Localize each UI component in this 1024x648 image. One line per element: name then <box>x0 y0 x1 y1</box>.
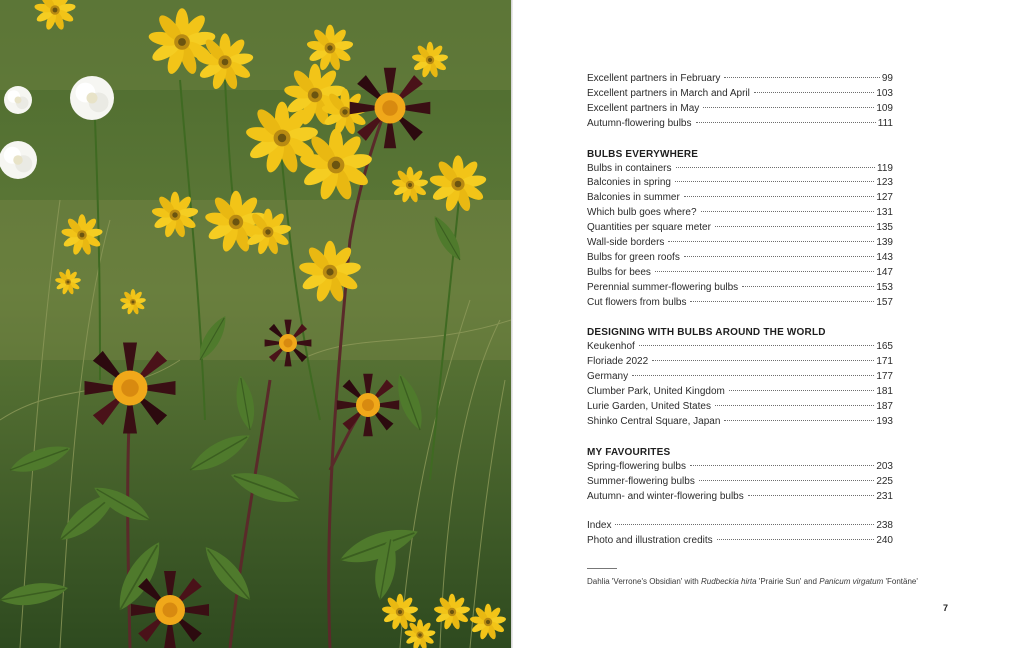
toc-entry-label: Balconies in spring <box>587 177 671 189</box>
dot-leader <box>676 167 876 168</box>
dot-leader <box>724 420 874 421</box>
toc-entry[interactable] <box>587 206 893 221</box>
toc-entry[interactable] <box>587 340 893 355</box>
dot-leader <box>715 405 874 406</box>
dot-leader <box>742 286 874 287</box>
dot-leader <box>652 360 874 361</box>
toc-entry-page: 139 <box>876 237 893 249</box>
toc-entry-label: Floriade 2022 <box>587 356 649 368</box>
toc-entry-page: 171 <box>876 356 893 368</box>
toc-entry[interactable] <box>587 87 893 102</box>
dot-leader <box>699 480 874 481</box>
toc-entry-label: Wall-side borders <box>587 237 665 249</box>
contents-page <box>513 0 1024 648</box>
toc-entry-label: Summer-flowering bulbs <box>587 475 695 487</box>
toc-section <box>587 325 893 429</box>
toc-entry-label: Germany <box>587 371 629 383</box>
toc-section <box>587 147 893 311</box>
toc-entry[interactable] <box>587 191 893 206</box>
toc-entry-label: Autumn-flowering bulbs <box>587 117 692 129</box>
caption-species-2: Panicum virgatum <box>819 577 884 586</box>
toc-entry[interactable] <box>587 519 893 534</box>
toc-entry-label: Spring-flowering bulbs <box>587 460 686 472</box>
toc-entry-label: Clumber Park, United Kingdom <box>587 386 725 398</box>
toc-section <box>587 72 893 132</box>
toc-entry-label: Lurie Garden, United States <box>587 401 711 413</box>
toc-entry-page: 143 <box>876 251 893 263</box>
toc-entry[interactable] <box>587 266 893 281</box>
toc-entry-page: 109 <box>876 102 893 114</box>
toc-entry[interactable] <box>587 251 893 266</box>
toc-entry-page: 203 <box>876 460 893 472</box>
page-number: 7 <box>943 603 949 613</box>
toc-entry[interactable] <box>587 117 893 132</box>
toc-entry-label: Shinko Central Square, Japan <box>587 415 721 427</box>
toc-entry-page: 165 <box>876 341 893 353</box>
dot-leader <box>615 524 874 525</box>
dot-leader <box>703 107 874 108</box>
dot-leader <box>754 92 874 93</box>
toc-entry[interactable] <box>587 72 893 87</box>
dot-leader <box>729 390 874 391</box>
toc-entry-label: Photo and illustration credits <box>587 535 713 547</box>
dot-leader <box>701 211 875 212</box>
toc-entry-page: 187 <box>876 401 893 413</box>
toc-entry[interactable] <box>587 490 893 505</box>
toc-entry-page: 135 <box>876 222 893 234</box>
caption-text-1: Dahlia 'Verrone's Obsidian' with <box>587 577 701 586</box>
toc-entry-label: Excellent partners in May <box>587 102 700 114</box>
toc-entry-label: Bulbs for bees <box>587 266 651 278</box>
dot-leader <box>748 495 875 496</box>
dot-leader <box>655 271 874 272</box>
toc-entry[interactable] <box>587 475 893 490</box>
dot-leader <box>717 539 875 540</box>
caption-rule <box>587 568 617 569</box>
toc-entry-label: Bulbs for green roofs <box>587 251 680 263</box>
toc-entry-page: 238 <box>876 520 893 532</box>
dot-leader <box>715 226 874 227</box>
toc-entry-label: Keukenhof <box>587 341 635 353</box>
toc-entry[interactable] <box>587 162 893 177</box>
toc-entry[interactable] <box>587 415 893 430</box>
toc-entry-label: Index <box>587 520 612 532</box>
toc-entry-label: Quantities per square meter <box>587 222 711 234</box>
toc-entry-page: 240 <box>876 535 893 547</box>
dot-leader <box>684 256 874 257</box>
caption-species-1: Rudbeckia hirta <box>700 577 757 586</box>
garden-photo <box>0 0 511 648</box>
toc-entry[interactable] <box>587 236 893 251</box>
toc-entry-label: Which bulb goes where? <box>587 207 697 219</box>
dot-leader <box>724 77 879 78</box>
toc-entry-label: Excellent partners in February <box>587 73 721 84</box>
toc-entry-page: 131 <box>876 207 893 219</box>
toc-section-title: DESIGNING WITH BULBS AROUND THE WORLD <box>587 327 826 339</box>
toc-entry[interactable] <box>587 355 893 370</box>
toc-entry-page: 157 <box>876 296 893 308</box>
toc-entry-page: 231 <box>876 490 893 502</box>
toc-entry[interactable] <box>587 400 893 415</box>
toc-entry[interactable] <box>587 221 893 236</box>
toc-entry-page: 103 <box>876 87 893 99</box>
dot-leader <box>632 375 874 376</box>
toc-entry-label: Balconies in summer <box>587 192 680 204</box>
toc-entry-page: 193 <box>876 415 893 427</box>
toc-entry-page: 127 <box>876 192 893 204</box>
toc-entry[interactable] <box>587 460 893 475</box>
toc-entry-page: 177 <box>876 371 893 383</box>
toc-entry-page: 153 <box>876 281 893 293</box>
toc-entry-label: Perennial summer-flowering bulbs <box>587 281 739 293</box>
toc-section <box>587 445 893 505</box>
toc-entry-page: 99 <box>881 73 893 84</box>
toc-entry-label: Excellent partners in March and April <box>587 87 750 99</box>
toc-entry-label: Cut flowers from bulbs <box>587 296 687 308</box>
toc-entry-page: 147 <box>876 266 893 278</box>
toc-entry-label: Bulbs in containers <box>587 162 672 174</box>
toc-entry-page: 123 <box>876 177 893 189</box>
toc-entry[interactable] <box>587 176 893 191</box>
dot-leader <box>690 465 874 466</box>
toc-section <box>587 519 893 549</box>
toc-entry-page: 111 <box>877 117 893 129</box>
toc-section-title: BULBS EVERYWHERE <box>587 148 699 160</box>
toc-entry-page: 181 <box>876 386 893 398</box>
toc-entry[interactable] <box>587 281 893 296</box>
dot-leader <box>696 122 876 123</box>
toc-entry[interactable] <box>587 370 893 385</box>
toc-entry-label: Autumn- and winter-flowering bulbs <box>587 490 744 502</box>
table-of-contents <box>587 72 893 564</box>
dot-leader <box>675 181 874 182</box>
dot-leader <box>690 301 874 302</box>
dot-leader <box>639 345 874 346</box>
dot-leader <box>684 196 875 197</box>
dot-leader <box>668 241 874 242</box>
toc-entry[interactable] <box>587 296 893 311</box>
toc-entry-page: 119 <box>877 162 893 174</box>
toc-entry[interactable] <box>587 102 893 117</box>
caption-text-3: 'Fontäne' <box>883 577 918 586</box>
photo-caption <box>587 577 987 586</box>
toc-entry-page: 225 <box>876 475 893 487</box>
toc-entry[interactable] <box>587 534 893 549</box>
toc-section-title: MY FAVOURITES <box>587 446 671 458</box>
toc-entry[interactable] <box>587 385 893 400</box>
caption-text-2: 'Prairie Sun' and <box>756 577 820 586</box>
